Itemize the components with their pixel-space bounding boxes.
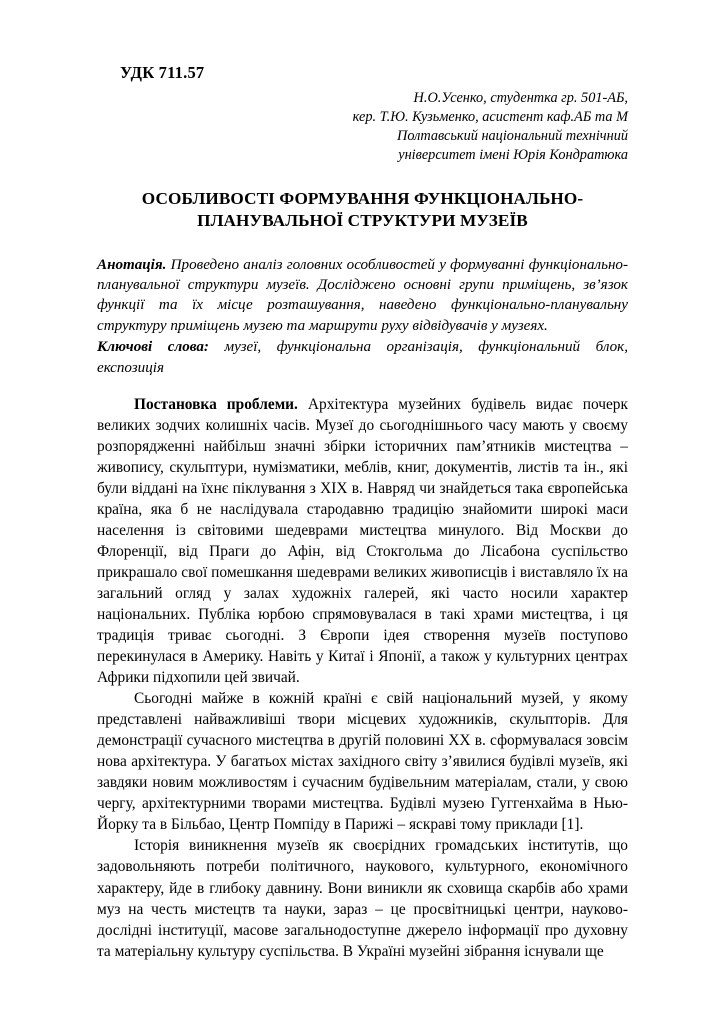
title-line-1: ОСОБЛИВОСТІ ФОРМУВАННЯ ФУНКЦІОНАЛЬНО- [141, 188, 584, 208]
author-line-4: університет імені Юрія Кондратюка [398, 146, 628, 163]
paragraph-1-lead: Постановка проблеми. [134, 396, 308, 414]
body-paragraph-2 [97, 688, 628, 835]
body-paragraph-1 [97, 394, 628, 688]
page-content [97, 63, 628, 962]
author-line-1: Н.О.Усенко, студентка гр. 501-АБ, [413, 89, 628, 106]
abstract-label: Анотація. [97, 256, 171, 273]
udc-code: УДК 711.57 [120, 63, 205, 82]
keywords-text: музеї, функціональна організація, функціональний блок, експозиція [97, 339, 629, 376]
author-line-3: Полтавський національний технічний [397, 127, 628, 144]
page-title [97, 188, 628, 233]
abstract-text: Проведено аналіз головних особливостей у формуванні функціонально-планувальної структури музеїв. Досліджено основні групи приміщень, зв’язок функції та їх місце розташування, наведено функціонально-планувальну структуру приміщень музею та маршрути руху відвідувачів у музеях. [97, 256, 628, 334]
author-affiliation-block [97, 89, 628, 165]
title-line-2: ПЛАНУВАЛЬНОЇ СТРУКТУРИ МУЗЕЇВ [197, 211, 528, 231]
author-line-2: кер. Т.Ю. Кузьменко, асистент каф.АБ та М [352, 108, 628, 125]
keywords-paragraph [97, 337, 628, 378]
keywords-label: Ключові слова: [97, 339, 225, 356]
paragraph-3-text: Історія виникнення музеїв як своєрідних громадських інститутів, що задовольняють потреби політичного, наукового, культурного, економічного характеру, йде в глибоку давнину. Вони виникли як сховища скарбів або храми муз на честь мистецтв та науки, зараз – це просвітницькі центри, науково-дослідні інституції, масове загальнодоступне джерело інформації про духовну та матеріальну культуру суспільства. В Україні музейні зібрання існували ще [97, 837, 628, 960]
body-text [97, 394, 628, 961]
body-paragraph-3 [97, 835, 628, 961]
paragraph-2-text: Сьогодні майже в кожній країні є свій національний музей, у якому представлені найважливіші твори місцевих художників, скульпторів. Для демонстрації сучасного мистецтва в другій половині XX в. сформувалася зовсім нова архітектура. У багатьох містах західного світу з’явилися будівлі музеїв, які завдяки новим можливостям і сучасним будівельним матеріалам, стали, у свою чергу, архітектурними творами мистецтва. Будівлі музею Гуггенхайма в Нью-Йорку та в Більбао, Центр Помпіду в Парижі – яскраві тому приклади [1]. [97, 690, 628, 834]
abstract-paragraph [97, 255, 628, 337]
paragraph-1-text: Архітектура музейних будівель видає почерк великих зодчих колишніх часів. Музеї до сьогоднішнього часу мають у своєму розпорядженні найбільш значні збірки історичних пам’ятників мистецтва – живопису, скульптури, нумізматики, меблів, книг, документів, листів та ін., які були віддані на їхнє піклування з XIX в. Навряд чи знайдеться така європейська країна, яка б не наслідувала стародавню традицію знайомити широкі маси населення із світовими шедеврами мистецтва минулого. Від Москви до Флоренції, від Праги до Афін, від Стокгольма до Лісабона суспільство прикрашало свої помешкання шедеврами великих живописців і виставляло їх на загальний огляд у залах художніх галерей, які часто носили характер національних. Публіка юрбою спрямовувалася в такі храми мистецтва, і ця традиція триває сьогодні. З Європи ідея створення музеїв поступово перекинулася в Америку. Навіть у Китаї і Японії, а також у культурних центрах Африки підхопили цей звичай. [97, 396, 628, 687]
